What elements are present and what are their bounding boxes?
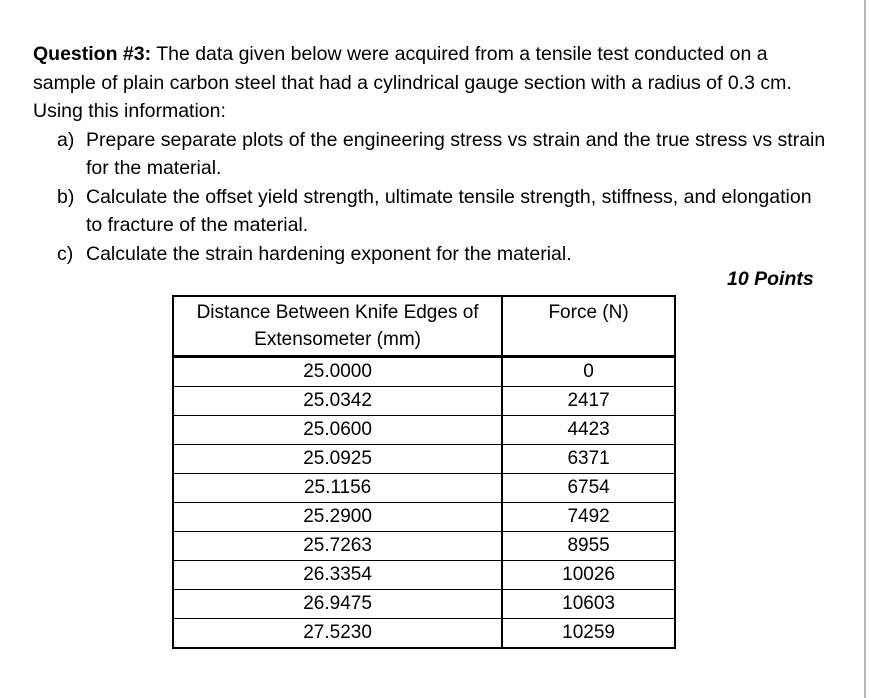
cell-force: 10603	[502, 590, 675, 619]
page-edge-divider	[864, 0, 866, 698]
cell-force: 7492	[502, 503, 675, 532]
header-distance: Distance Between Knife Edges of Extensometer (mm)	[173, 296, 502, 357]
table-row	[173, 532, 675, 561]
cell-force: 4423	[502, 416, 675, 445]
cell-distance: 25.0600	[173, 416, 502, 445]
cell-distance: 25.7263	[173, 532, 502, 561]
cell-force: 6754	[502, 474, 675, 503]
part-letter: a)	[57, 128, 75, 151]
table-row	[173, 474, 675, 503]
cell-distance: 27.5230	[173, 619, 502, 649]
cell-force: 10259	[502, 619, 675, 649]
question-intro-text: The data given below were acquired from a tensile test conducted on a sample of plain carbon steel that had a cylindrical gauge section with a radius of 0.3 cm. Using this information:	[33, 43, 792, 122]
points-label: 10 Points	[727, 268, 814, 290]
cell-force: 2417	[502, 387, 675, 416]
question-part-a	[33, 126, 833, 183]
table-header-row	[173, 296, 675, 357]
table-row	[173, 445, 675, 474]
part-text: Calculate the strain hardening exponent for the material.	[86, 242, 572, 265]
question-block	[33, 40, 833, 268]
table-row	[173, 416, 675, 445]
cell-force: 10026	[502, 561, 675, 590]
part-letter: c)	[57, 242, 74, 265]
part-text: Prepare separate plots of the engineering stress vs strain and the true stress vs strain for the material.	[86, 128, 826, 179]
cell-distance: 26.9475	[173, 590, 502, 619]
cell-distance: 25.0000	[173, 357, 502, 387]
table-row	[173, 387, 675, 416]
table-row	[173, 503, 675, 532]
cell-distance: 26.3354	[173, 561, 502, 590]
cell-distance: 25.0342	[173, 387, 502, 416]
table-row	[173, 590, 675, 619]
cell-distance: 25.2900	[173, 503, 502, 532]
question-parts-list	[33, 126, 833, 269]
part-text: Calculate the offset yield strength, ultimate tensile strength, stiffness, and elongation to fracture of the material.	[86, 185, 812, 236]
table-row	[173, 619, 675, 649]
cell-force: 0	[502, 357, 675, 387]
table-row	[173, 357, 675, 387]
header-force: Force (N)	[502, 296, 675, 357]
cell-force: 6371	[502, 445, 675, 474]
question-part-b	[33, 183, 833, 240]
tensile-data-table	[172, 295, 676, 649]
part-letter: b)	[57, 185, 75, 208]
question-intro	[33, 40, 833, 126]
cell-distance: 25.0925	[173, 445, 502, 474]
question-part-c	[33, 240, 833, 269]
question-label: Question #3:	[33, 43, 152, 65]
cell-force: 8955	[502, 532, 675, 561]
cell-distance: 25.1156	[173, 474, 502, 503]
table-row	[173, 561, 675, 590]
